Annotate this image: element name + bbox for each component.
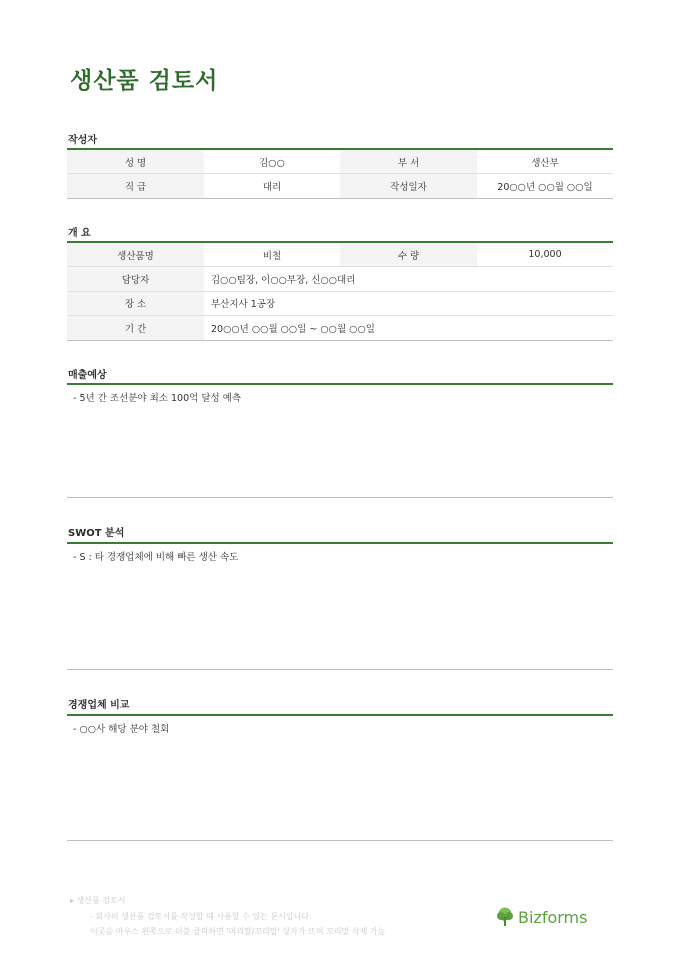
footer-hint[interactable]: 이곳을 마우스 왼쪽으로 더블 클릭하면 '머리말/꼬리말' 상자가 뜨며 꼬리말 삭제 가능: [90, 927, 386, 936]
manager-label: 담당자: [67, 267, 204, 292]
sales-section-label: 매출예상: [68, 370, 107, 381]
table-row: [67, 242, 613, 267]
tree-icon: [496, 907, 514, 927]
sales-text: - 5년 간 조선분야 최소 100억 달성 예측: [73, 393, 242, 404]
overview-table: [67, 241, 613, 341]
author-table: [67, 148, 613, 199]
period-label: 기 간: [67, 316, 204, 341]
competitor-section-label: 경쟁업체 비교: [68, 700, 130, 711]
sales-box: [67, 383, 613, 498]
footer-description: - 회사의 생산품 검토서를 작성할 때 사용할 수 있는 문서입니다.: [90, 912, 312, 921]
department-label: 부 서: [340, 149, 477, 174]
date-value: 20○○년 ○○월 ○○일: [497, 181, 593, 193]
logo-text: Bizforms: [518, 907, 588, 927]
name-value: 김○○: [204, 149, 340, 174]
overview-section-label: 개 요: [68, 228, 91, 239]
quantity-label: 수 량: [340, 242, 477, 267]
table-row: [67, 174, 613, 199]
place-value: 부산지사 1공장: [204, 291, 613, 316]
table-row: [67, 291, 613, 316]
product-value: 비철: [204, 242, 340, 267]
rank-value: 대리: [262, 181, 282, 193]
swot-text: - S : 타 경쟁업체에 비해 빠른 생산 속도: [73, 552, 239, 563]
bizforms-logo: [496, 907, 587, 927]
document-title: 생산품 검토서: [70, 68, 219, 94]
quantity-value: 10,000: [477, 242, 613, 267]
swot-box: [67, 542, 613, 670]
period-value: 20○○년 ○○월 ○○일 ~ ○○월 ○○일: [211, 323, 375, 335]
department-value: 생산부: [477, 149, 613, 174]
swot-section-label: SWOT 분석: [68, 528, 125, 539]
author-section-label: 작성자: [68, 135, 97, 146]
table-row: [67, 267, 613, 292]
competitor-text: - ○○사 해당 분야 철회: [73, 724, 170, 735]
competitor-box: [67, 714, 613, 841]
manager-value: 김○○팀장, 이○○부장, 신○○대리: [204, 267, 613, 292]
place-label: 장 소: [67, 291, 204, 316]
footer-title: ▸ 생산품 검토서: [70, 896, 126, 905]
name-label: 성 명: [67, 149, 204, 174]
date-label: 작성일자: [340, 174, 477, 199]
product-label: 생산품명: [67, 242, 204, 267]
table-row: [67, 316, 613, 341]
table-row: [67, 149, 613, 174]
rank-label: 직 급: [67, 174, 204, 199]
